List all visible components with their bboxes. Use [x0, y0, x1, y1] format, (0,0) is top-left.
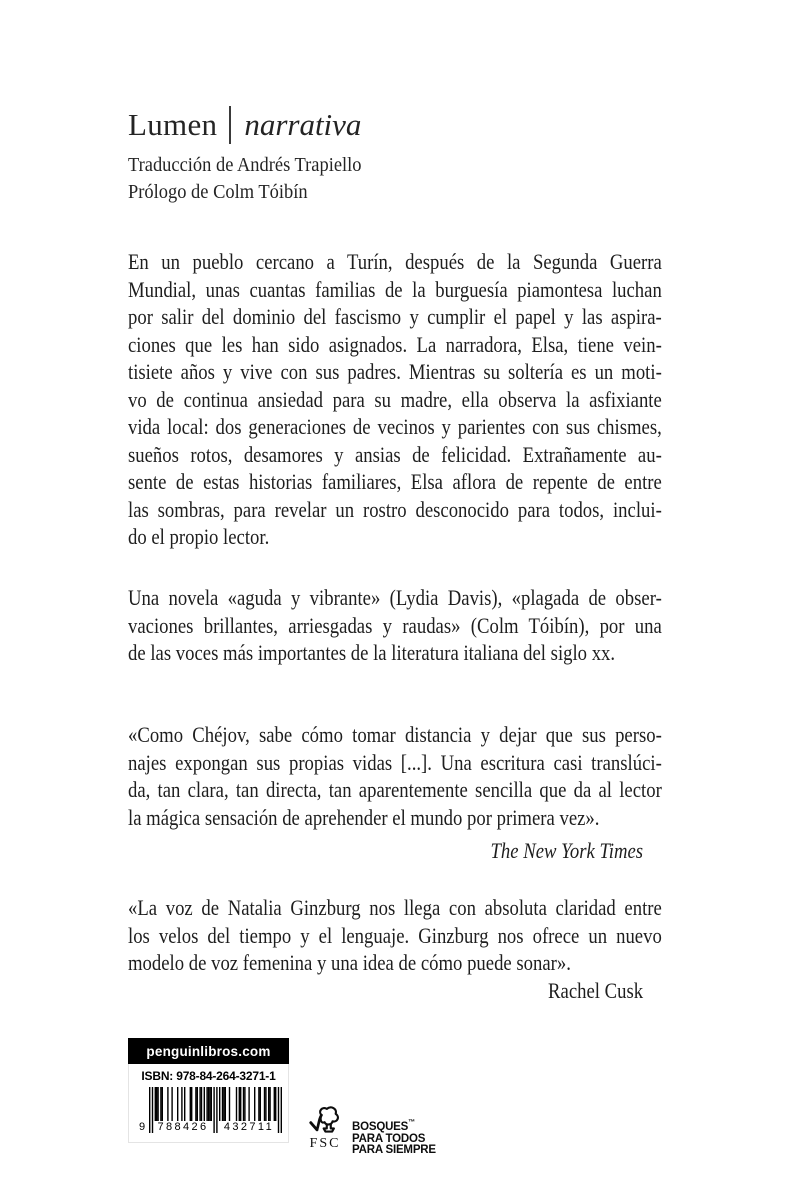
synopsis-line: las sombras, para revelar un rostro desconocido para todos, inclui-	[128, 496, 662, 522]
quote-line: «La voz de Natalia Ginzburg nos llega con absoluta claridad entre	[128, 895, 662, 920]
synopsis-line: por salir del dominio del fascismo y cumplir el papel y las aspira-	[128, 304, 662, 329]
publisher-brand	[128, 106, 361, 144]
quote-line: «Como Chéjov, sabe cómo tomar distancia y dejar que sus perso-	[128, 722, 662, 747]
synopsis-line: do el propio lector.	[128, 524, 270, 549]
fsc-tagline-line3: PARA SIEMPRE	[352, 1144, 436, 1157]
quote-line: da, tan clara, tan directa, tan aparentemente sencilla que da al lector	[128, 777, 662, 802]
barcode-lead-digit: 9	[139, 1121, 146, 1133]
barcode-left-digits: 788426	[157, 1121, 209, 1133]
synopsis-line: Mundial, unas cuantas familias de la burguesía piamontesa luchan	[128, 276, 662, 302]
brand-divider	[229, 106, 231, 144]
barcode-panel	[128, 1064, 289, 1143]
fsc-tagline-line1: BOSQUES™	[352, 1119, 416, 1133]
press-quote-nyt	[128, 721, 662, 865]
credits-block	[128, 152, 362, 206]
synopsis-line: sente de estas historias familiares, Elsa aflora de repente de entre	[128, 469, 662, 494]
synopsis-line: ciones que les han sido asignados. La narradora, Elsa, tiene vein-	[128, 331, 662, 357]
isbn-label	[128, 1038, 289, 1143]
synopsis-line: sueños rotos, desamores y ansias de felicidad. Extrañamente au-	[128, 441, 662, 467]
fsc-tree-icon	[308, 1104, 342, 1136]
press-quote-cusk	[128, 894, 662, 1004]
blurb-line: de las voces más importantes de la literatura italiana del siglo xx.	[128, 640, 616, 665]
fsc-acronym: FSC	[309, 1136, 341, 1151]
publisher-website-bar	[128, 1038, 289, 1064]
collection-name: narrativa	[244, 107, 362, 142]
publisher-name: Lumen	[128, 107, 218, 142]
synopsis-line: tisiete años y vive con sus padres. Mientras su soltería es un moti-	[128, 359, 662, 384]
synopsis-line: vo de continua ansiedad para su madre, ella observa la asfixiante	[128, 386, 662, 412]
fsc-certification	[306, 1104, 436, 1157]
blurb-paragraph	[128, 584, 662, 667]
quote-attribution: Rachel Cusk	[548, 977, 644, 1003]
prologue-credit: Prólogo de Colm Tóibín	[128, 181, 308, 203]
quote-line: los velos del tiempo y el lenguaje. Ginzburg nos ofrece un nuevo	[128, 922, 662, 948]
publisher-website: penguinlibros.com	[146, 1043, 271, 1059]
fsc-logo	[306, 1104, 344, 1152]
quote-line: modelo de voz femenina y una idea de cómo puede sonar».	[128, 950, 571, 975]
quote-attribution: The New York Times	[490, 838, 644, 863]
isbn-number: ISBN: 978-84-264-3271-1	[141, 1069, 276, 1083]
barcode-right-digits: 432711	[223, 1121, 275, 1133]
translation-credit: Traducción de Andrés Trapiello	[128, 154, 362, 176]
fsc-tagline	[352, 1117, 436, 1157]
synopsis-line: vida local: dos generaciones de vecinos y parientes con sus chismes,	[128, 414, 662, 439]
blurb-line: vaciones brillantes, arriesgadas y raudas» (Colm Tóibín), por una	[128, 612, 662, 638]
quote-line: la mágica sensación de aprehender el mundo por primera vez».	[128, 804, 600, 830]
quote-line: najes expongan sus propias vidas [...]. Una escritura casi translúci-	[128, 749, 662, 775]
synopsis-line: En un pueblo cercano a Turín, después de la Segunda Guerra	[128, 249, 662, 274]
fsc-tagline-line2: PARA TODOS	[352, 1132, 426, 1145]
synopsis-paragraph	[128, 248, 662, 551]
trademark-symbol: ™	[408, 1119, 416, 1126]
blurb-line: Una novela «aguda y vibrante» (Lydia Davis), «plagada de obser-	[128, 585, 662, 610]
barcode-wrap	[139, 1086, 287, 1136]
